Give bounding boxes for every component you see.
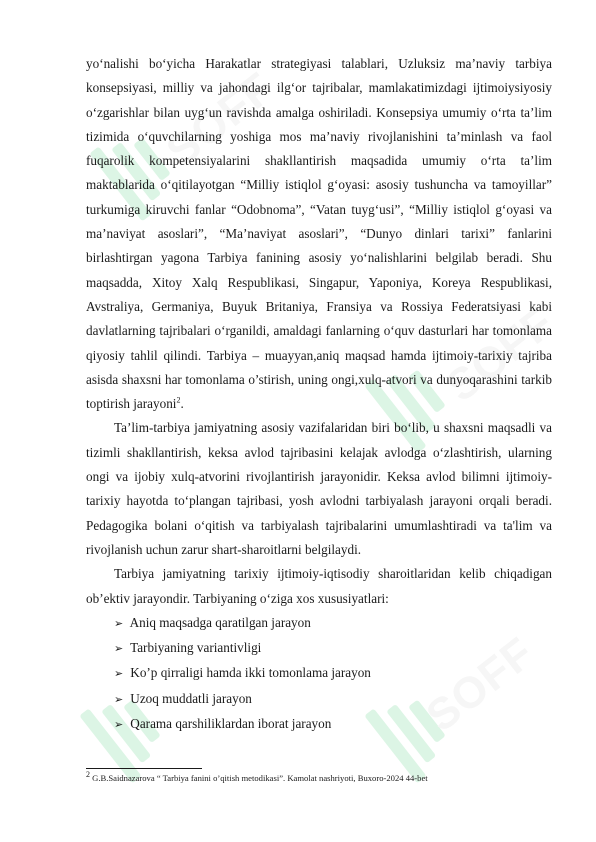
list-item [86, 687, 552, 712]
list-item-text: Qarama qarshiliklardan iborat jarayon [130, 716, 332, 732]
footnote-text: G.B.Saidnazarova “ Tarbiya fanini o’qitish metodikasi”. Kamolat nashriyoti, Buxoro-2024 44-bet [90, 773, 428, 783]
list-item-text: Tarbiyaning variantivligi [130, 640, 262, 656]
footnote-divider [86, 768, 202, 769]
features-list [86, 611, 552, 737]
paragraph-features: Tarbiya jamiyatning tarixiy ijtimoiy-iqtisodiy sharoitlaridan kelib chiqadigan ob’ektiv jarayondir. Tarbiyaning o‘ziga xos xususiyatlari: [86, 566, 552, 606]
list-item-text: Uzoq muddatli jarayon [130, 690, 252, 706]
paragraph-intro-tail: . [180, 396, 184, 412]
watermark-text: SOFF [437, 297, 564, 412]
list-item [86, 661, 552, 686]
arrow-bullet-icon: ➢ [114, 616, 124, 630]
arrow-bullet-icon: ➢ [114, 718, 124, 732]
arrow-bullet-icon: ➢ [114, 692, 124, 706]
watermark-text: SOFF [157, 62, 284, 177]
list-item-text: Ko’p qirraligi hamda ikki tomonlama jarayon [130, 665, 371, 681]
arrow-bullet-icon: ➢ [114, 642, 124, 656]
document-body [86, 52, 552, 737]
list-item [86, 636, 552, 661]
footnote-number: 2 [86, 770, 90, 780]
footnote-reference[interactable]: 2 [176, 395, 181, 405]
paragraph-intro-text: yo‘nalishi bo‘yicha Harakatlar strategiyasi talablari, Uzluksiz ma’naviy tarbiya konsepsiyasi, milliy va jahondagi ilg‘or tajribalar, mamlakatimizdagi ijtimoiysiyosiy o‘zgarishlar bilan uyg‘un ravishda amalga oshiriladi. Konsepsiya umumiy o‘rta ta’lim tizimida o‘quvchilarning yoshiga mos ma’naviy rivojlanishini ta’minlash va faol fuqarolik kompetensiyalarini shakllantirish maqsadida umumiy o‘rta ta’lim maktablarida o‘qitilayotgan “Milliy istiqlol g‘oyasi: asosiy tushuncha va tamoyillar” turkumiga kiruvchi fanlar “Odobnoma”, “Vatan tuyg‘usi”, “Milliy istiqlol g‘oyasi va ma’naviyat asoslari”, “Ma’naviyat asoslari”, “Dunyo dinlari tarixi” fanlarini birlashtirgan yagona Tarbiya fanining asosiy yo‘nalishlarini belgilab beradi. Shu maqsadda, Xitoy Xalq Respublikasi, Singapur, Yaponiya, Koreya Respublikasi, Avstraliya, Germaniya, Buyuk Britaniya, Fransiya va Rossiya Federatsiyasi kabi davlatlarning tajribalari o‘rganildi, amaldagi fanlarning o‘quv dasturlari har tomonlama qiyosiy tahlil qilindi. Tarbiya – muayyan,aniq maqsad hamda ijtimoiy-tarixiy tajriba asisda shaxsni har tomonlama o’stirish, uning ongi,xulq-atvori va dunyoqarashini tarkib toptirish jarayoni [86, 56, 552, 412]
footnote [86, 772, 552, 784]
paragraph-intro [86, 52, 552, 416]
arrow-bullet-icon: ➢ [114, 667, 124, 681]
list-item [86, 611, 552, 636]
list-item [86, 712, 552, 737]
paragraph-education: Ta’lim-tarbiya jamiyatning asosiy vazifalaridan biri bo‘lib, u shaxsni maqsadli va tizimli shakllantirish, keksa avlod tajribasini kelajak avlodga o‘zlashtirish, ularning ongi va ijobiy xulq-atvorini rivojlantirish jarayonidir. Keksa avlod bilimni ijtimoiy-tarixiy hayotda to‘plangan tajribasi, yosh avlodni tarbiyalash jarayoni orqali beradi. Pedagogika bolani o‘qitish va tarbiyalash tajribalarini umumlashtiradi va ta'lim va rivojlanish uchun zarur shart-sharoitlarni belgilaydi. [86, 420, 552, 557]
list-item-text: Aniq maqsadga qaratilgan jarayon [129, 614, 311, 630]
watermark-text: SOFF [417, 627, 544, 742]
